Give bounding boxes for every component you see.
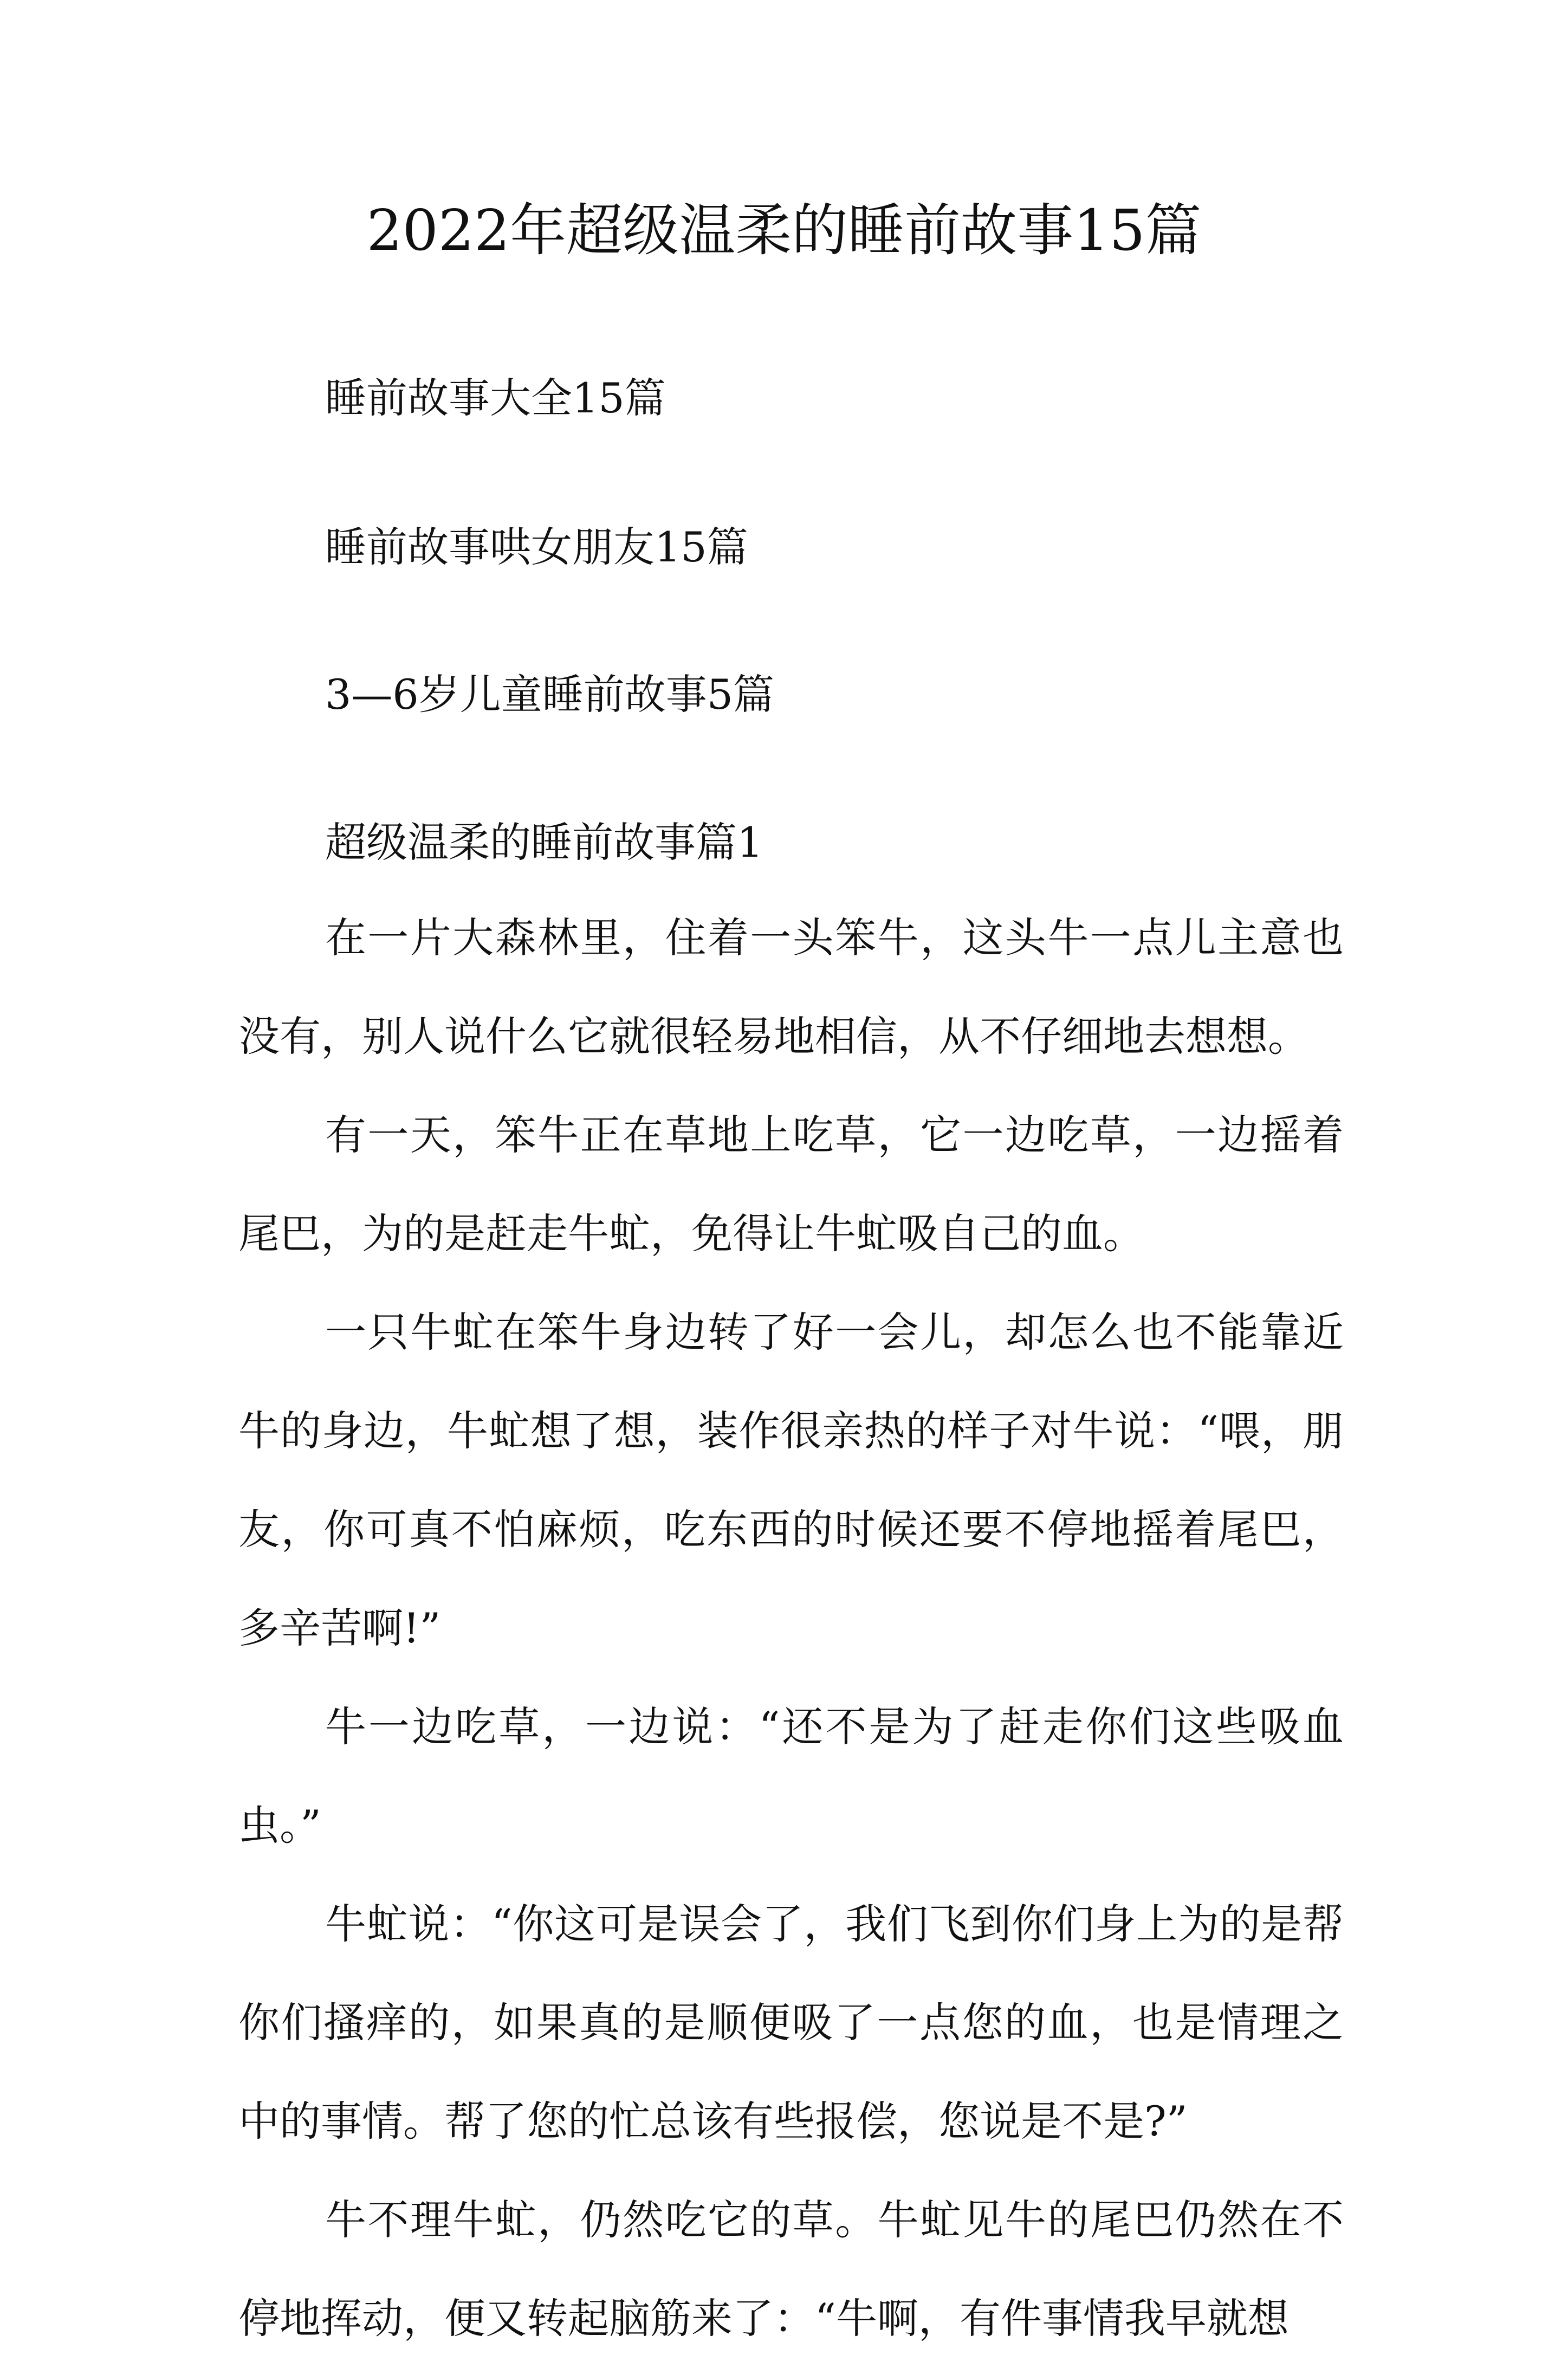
paragraph: 在一片大森林里，住着一头笨牛，这头牛一点儿主意也没有，别人说什么它就很轻易地相信，从不仔细地去想想。 [238, 914, 1344, 1060]
toc-item: 睡前故事大全15篇 [325, 374, 666, 422]
document-title: 2022年超级温柔的睡前故事15篇 [366, 197, 1202, 263]
toc-item: 3—6岁儿童睡前故事5篇 [325, 670, 775, 719]
paragraph: 牛虻说：“你这可是误会了，我们飞到你们身上为的是帮你们搔痒的，如果真的是顺便吸了一点您的血，也是情理之中的事情。帮了您的忙总该有些报偿，您说是不是?” [238, 1900, 1344, 2145]
paragraph: 牛不理牛虻，仍然吃它的草。牛虻见牛的尾巴仍然在不停地挥动，便又转起脑筋来了：“牛啊，有件事情我早就想 [238, 2196, 1344, 2343]
paragraph: 一只牛虻在笨牛身边转了好一会儿，却怎么也不能靠近牛的身边，牛虻想了想，装作很亲热的样子对牛说：“喂，朋友，你可真不怕麻烦，吃东西的时候还要不停地摇着尾巴，多辛苦啊!” [238, 1308, 1344, 1652]
story-body [238, 889, 1344, 2368]
paragraph: 牛一边吃草，一边说：“还不是为了赶走你们这些吸血虫。” [238, 1703, 1344, 1849]
paragraph: 有一天，笨牛正在草地上吃草，它一边吃草，一边摇着尾巴，为的是赶走牛虻，免得让牛虻吸自己的血。 [238, 1111, 1344, 1258]
section-heading: 超级温柔的睡前故事篇1 [325, 818, 763, 866]
toc-item: 睡前故事哄女朋友15篇 [325, 523, 748, 571]
